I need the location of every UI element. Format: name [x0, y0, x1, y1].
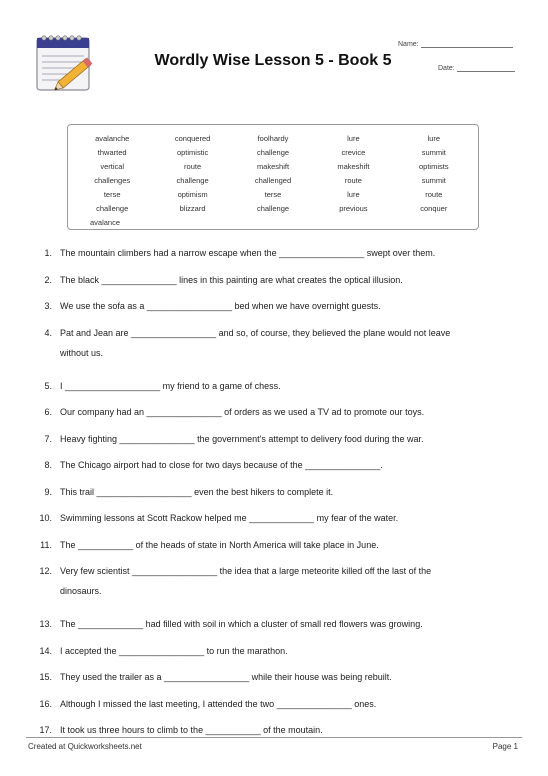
word-bank-word: summit [421, 148, 446, 157]
word-bank-word: conquered [174, 134, 211, 143]
question-text: It took us three hours to climb to the ___________ of the moutain. [60, 725, 323, 735]
word-bank-word: route [184, 162, 202, 171]
word-bank-word: optimistic [176, 148, 209, 157]
question-number: 13. [39, 619, 52, 629]
question-text: This trail ___________________ even the best hikers to complete it. [60, 486, 334, 497]
word-bank-word: blizzard [179, 204, 206, 213]
notepad-pencil-logo [34, 30, 100, 96]
word-bank-word: foolhardy [257, 134, 289, 143]
word-bank-word: challenge [176, 176, 209, 185]
question-number: 1. [44, 248, 52, 258]
word-bank-word: route [344, 176, 362, 185]
question-text: Heavy fighting _______________ the government's attempt to delivery food during the war. [60, 433, 424, 444]
question-text: The ___________ of the heads of state in North America will take place in June. [60, 539, 379, 550]
word-bank-word: lure [427, 134, 441, 143]
question-text: They used the trailer as a _________________ while their house was being rebuilt. [60, 672, 392, 682]
name-blank[interactable] [421, 47, 513, 48]
word-bank-word: vertical [100, 162, 125, 171]
word-bank-word: makeshift [256, 162, 290, 171]
word-bank-word: thwarted [97, 148, 127, 157]
question-number: 4. [44, 327, 52, 338]
date-label: Date: [438, 65, 455, 72]
word-bank-word: route [425, 190, 443, 199]
question-text: I accepted the _________________ to run the marathon. [60, 645, 288, 656]
word-bank-word [394, 216, 474, 230]
word-bank [67, 124, 479, 230]
word-bank-word: challenges [94, 176, 131, 185]
question-number: 2. [44, 274, 52, 285]
question-text: Pat and Jean are _________________ and so, of course, they believed the plane would not leave [60, 327, 451, 338]
word-bank-word: terse [264, 190, 282, 199]
word-bank-word: challenge [256, 148, 290, 157]
question-number: 15. [39, 672, 52, 682]
word-bank-word: terse [103, 190, 121, 199]
question-number: 5. [44, 380, 52, 391]
footer-divider [26, 737, 522, 738]
question-number: 17. [39, 725, 52, 735]
question-number: 3. [44, 301, 52, 311]
word-bank-word: conquer [420, 204, 448, 213]
word-bank-word: challenge [256, 204, 290, 213]
word-bank-word: previous [339, 204, 368, 213]
question-number: 11. [40, 539, 52, 550]
question-number: 7. [44, 433, 52, 444]
question-number: 12. [39, 566, 52, 576]
question-text: The Chicago airport had to close for two days because of the _______________. [60, 460, 383, 470]
question-text: I ___________________ my friend to a game of chess. [60, 380, 281, 391]
word-bank-word: optimism [177, 190, 208, 199]
name-label: Name: [398, 41, 419, 48]
question-text: The mountain climbers had a narrow escape when the _________________ swept over them. [60, 248, 436, 258]
question-text: without us. [60, 347, 104, 358]
word-bank-word: challenge [96, 204, 129, 213]
question-text: Swimming lessons at Scott Rackow helped me _____________ my fear of the water. [60, 513, 399, 523]
word-bank-word: summit [421, 176, 446, 185]
word-bank-word: crevice [341, 148, 366, 157]
footer-credit: Created at Quickworksheets.net [28, 742, 142, 751]
date-blank[interactable] [457, 71, 515, 72]
question-number: 6. [44, 407, 52, 417]
question-text: Although I missed the last meeting, I attended the two _______________ ones. [60, 698, 377, 709]
question-number: 14. [39, 645, 52, 656]
word-bank-word: challenged [254, 176, 292, 185]
word-bank-word [152, 216, 232, 230]
name-field[interactable] [398, 41, 513, 48]
question-text: The black _______________ lines in this painting are what creates the optical illusion. [60, 274, 403, 285]
word-bank-word: optimists [419, 162, 449, 171]
page-number: Page 1 [492, 742, 518, 751]
question-text: We use the sofa as a _________________ bed when we have overnight guests. [60, 301, 381, 311]
worksheet-title: Wordly Wise Lesson 5 - Book 5 [154, 52, 392, 69]
question-number: 10. [39, 513, 52, 523]
question-number: 9. [44, 486, 52, 497]
question-text: Very few scientist _________________ the idea that a large meteorite killed off the last of the [60, 566, 432, 576]
question-text: The _____________ had filled with soil in which a cluster of small red flowers was growing. [60, 619, 423, 629]
word-bank-word: lure [347, 134, 360, 143]
word-bank-word [313, 216, 393, 230]
word-bank-grid [72, 132, 474, 230]
word-bank-word: avalanche [95, 134, 130, 143]
question-number: 16. [39, 698, 52, 709]
word-bank-word [233, 216, 313, 230]
word-bank-word: avalance [90, 218, 121, 227]
word-bank-word: makeshift [337, 162, 370, 171]
question-text: dinosaurs. [60, 586, 102, 596]
date-field[interactable] [438, 65, 515, 72]
word-bank-word: lure [347, 190, 360, 199]
question-number: 8. [44, 460, 52, 470]
question-text: Our company had an _______________ of orders as we used a TV ad to promote our toys. [60, 407, 425, 417]
